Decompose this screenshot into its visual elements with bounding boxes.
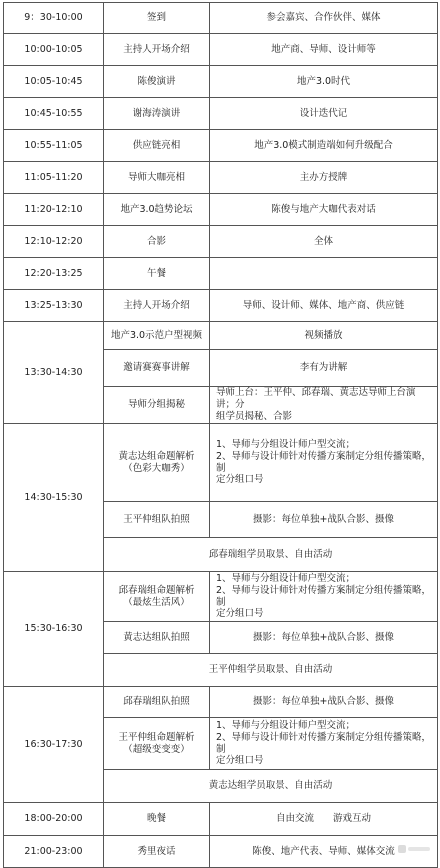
note-cell: 地产3.0时代 [210,66,438,98]
time-cell: 15:30-16:30 [4,572,104,687]
schedule-row [4,194,438,226]
time-cell: 10:45-10:55 [4,98,104,130]
time-cell: 10:05-10:45 [4,66,104,98]
note-line: 定分组口号 [216,474,264,486]
note-cell: 陈俊、地产代表、导师、媒体交流 [210,836,438,868]
schedule-row [4,226,438,258]
activity-cell: 晚餐 [104,803,210,836]
note-cell [210,718,438,770]
note-cell [210,424,438,502]
schedule-row [4,687,438,718]
note-cell: 摄影：每位单独+战队合影、摄像 [210,687,438,718]
activity-line: （超级变变变） [123,743,190,755]
note-cell: 地产3.0模式制造端如何升级配合 [210,130,438,162]
span-cell: 王平仲组学员取景、自由活动 [104,654,438,687]
note-line: 定分组口号 [216,755,264,767]
note-cell: 地产商、导师、设计师等 [210,34,438,66]
note-line: 定分组口号 [216,608,264,620]
schedule-row [4,162,438,194]
activity-cell: 陈俊演讲 [104,66,210,98]
activity-cell: 导师大咖亮相 [104,162,210,194]
note-line: 1、导师与分组设计师户型交流； [216,572,356,584]
activity-cell: 谢海涛演讲 [104,98,210,130]
time-cell: 12:20-13:25 [4,258,104,290]
schedule-row [4,290,438,322]
schedule-row [4,98,438,130]
schedule-row [4,803,438,836]
note-cell: 自由交流 游戏互动 [210,803,438,836]
note-line: 2、导师与设计师针对传播方案制定分组传播策略，制 [216,731,432,755]
note-cell: 参会嘉宾、合作伙伴、媒体 [210,3,438,34]
note-cell: 摄影：每位单独+战队合影、摄像 [210,502,438,538]
note-line: 组学员揭秘、合影 [216,410,293,422]
activity-cell: 地产3.0趋势论坛 [104,194,210,226]
schedule-row [4,3,438,34]
activity-cell: 地产3.0示范户型视频 [104,322,210,350]
time-cell: 11:05-11:20 [4,162,104,194]
activity-line: 黄志达组命题解析 [118,450,195,462]
time-cell: 16:30-17:30 [4,687,104,803]
time-cell: 10:00-10:05 [4,34,104,66]
note-line: 1、导师与分组设计师户型交流； [216,719,356,731]
time-cell: 14:30-15:30 [4,424,104,572]
activity-cell: 黄志达组队拍照 [104,622,210,654]
note-cell: 设计迭代记 [210,98,438,130]
note-line: 2、导师与设计师针对传播方案制定分组传播策略，制 [216,450,432,474]
note-cell: 视频播放 [210,322,438,350]
note-line: 导师上台：王平仲、邱春瑞、黄志达导师上台演讲；分 [216,387,416,411]
activity-cell [104,718,210,770]
activity-cell [104,572,210,622]
note-cell: 陈俊与地产大咖代表对话 [210,194,438,226]
schedule-row [4,130,438,162]
activity-cell: 签到 [104,3,210,34]
note-cell: 导师、设计师、媒体、地产商、供应链 [210,290,438,322]
activity-cell: 秀里夜话 [104,836,210,868]
activity-line: 王平仲组命题解析 [118,731,195,743]
note-cell [210,572,438,622]
note-line: 2、导师与设计师针对传播方案制定分组传播策略，制 [216,584,432,608]
time-cell: 9：30-10:00 [4,3,104,34]
note-cell: 摄影：每位单独+战队合影、摄像 [210,622,438,654]
watermark-icon [398,843,432,855]
activity-cell: 导师分组揭秘 [104,387,210,424]
activity-cell: 供应链亮相 [104,130,210,162]
activity-cell: 邱春瑞组队拍照 [104,687,210,718]
note-cell: 主办方授牌 [210,162,438,194]
schedule-row [4,322,438,350]
note-cell [210,258,438,290]
time-cell: 10:55-11:05 [4,130,104,162]
schedule-row [4,66,438,98]
activity-cell: 合影 [104,226,210,258]
activity-cell: 午餐 [104,258,210,290]
schedule-row [4,424,438,502]
time-cell: 13:25-13:30 [4,290,104,322]
activity-cell: 主持人开场介绍 [104,290,210,322]
time-cell: 18:00-20:00 [4,803,104,836]
activity-cell: 邀请赛赛事讲解 [104,350,210,387]
note-cell: 李有为讲解 [210,350,438,387]
time-cell: 12:10-12:20 [4,226,104,258]
activity-line: （最炫生活风） [123,596,190,608]
schedule-row [4,836,438,868]
note-line: 1、导师与分组设计师户型交流； [216,438,356,450]
time-cell: 21:00-23:00 [4,836,104,868]
schedule-row [4,258,438,290]
activity-cell: 王平仲组队拍照 [104,502,210,538]
time-cell: 11:20-12:10 [4,194,104,226]
activity-line: 邱春瑞组命题解析 [118,584,195,596]
schedule-table [3,2,438,868]
activity-line: （色彩大咖秀） [123,462,190,474]
activity-cell [104,424,210,502]
span-cell: 黄志达组学员取景、自由活动 [104,770,438,803]
time-cell: 13:30-14:30 [4,322,104,424]
span-cell: 邱春瑞组学员取景、自由活动 [104,538,438,572]
activity-cell: 主持人开场介绍 [104,34,210,66]
note-cell [210,387,438,424]
note-cell: 全体 [210,226,438,258]
schedule-row [4,34,438,66]
schedule-row [4,572,438,622]
